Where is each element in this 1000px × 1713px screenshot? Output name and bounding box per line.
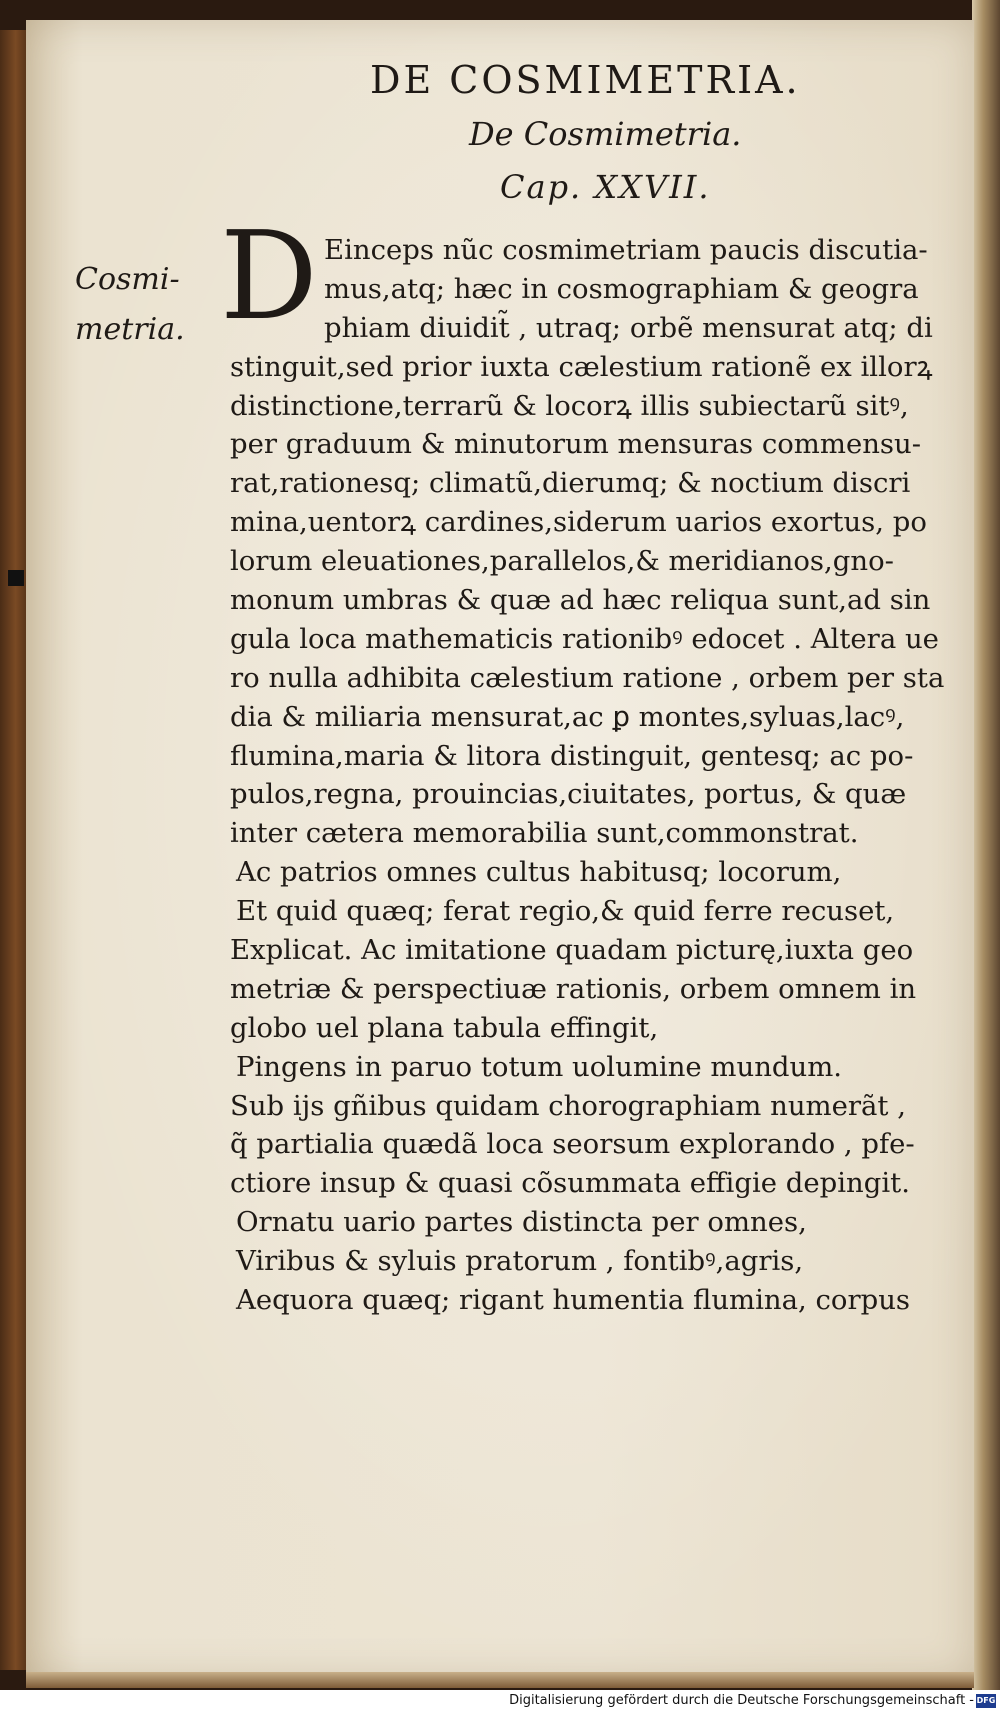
text-line: distinctione,terrarũ & locorꝝ illis subiectarũ sitꝰ, bbox=[230, 389, 909, 422]
text-line: rat,rationesq; climatũ,dierumq; & noctium discri bbox=[230, 467, 911, 500]
body-text bbox=[230, 231, 970, 1320]
text-line: ctiore insup & quasi cõsummata effigie depingit. bbox=[230, 1167, 910, 1200]
verse-line: Pingens in paruo totum uolumine mundum. bbox=[236, 1050, 843, 1083]
text-line: gula loca mathematicis rationibꝰ edocet . Altera ue bbox=[230, 622, 939, 655]
chapter-title: De Cosmimetria. bbox=[469, 115, 742, 153]
text-line: per graduum & minutorum mensuras commensu- bbox=[230, 428, 922, 461]
text-line: mina,uentorꝝ cardines,siderum uarios exortus, po bbox=[230, 506, 927, 539]
running-head: DE COSMIMETRIA. bbox=[370, 58, 801, 102]
text-line: lorum eleuationes,parallelos,& meridianos,gno- bbox=[230, 545, 894, 578]
footer-bar bbox=[0, 1690, 1000, 1713]
text-line: inter cætera memorabilia sunt,commonstrat. bbox=[230, 817, 859, 850]
page-bottom-edge bbox=[26, 1672, 974, 1688]
text-line: Sub ijs gñibus quidam chorographiam numerãt , bbox=[230, 1089, 906, 1122]
margin-note bbox=[75, 255, 195, 355]
verse-line: Et quid quæq; ferat regio,& quid ferre recuset, bbox=[236, 895, 895, 928]
text-line: dia & miliaria mensurat,ac ꝑ montes,syluas,lacꝰ, bbox=[230, 700, 905, 733]
text-line: Einceps nũc cosmimetriam paucis discutia- bbox=[324, 234, 928, 266]
footer-credit: Digitalisierung gefördert durch die Deutsche Forschungsgemeinschaft - bbox=[509, 1693, 974, 1708]
margin-note-line: metria. bbox=[75, 312, 185, 347]
verse-line: Ornatu uario partes distincta per omnes, bbox=[236, 1206, 807, 1239]
text-line: phiam diuidit̃ , utraq; orbẽ mensurat atq; di bbox=[324, 311, 933, 344]
text-line: pulos,regna, prouincias,ciuitates, portus, & quæ bbox=[230, 778, 907, 811]
text-line: globo uel plana tabula effingit, bbox=[230, 1011, 659, 1044]
chapter-number: Cap. XXVII. bbox=[500, 168, 711, 206]
text-line: metriæ & perspectiuæ rationis, orbem omnem in bbox=[230, 972, 917, 1005]
text-line: flumina,maria & litora distinguit, gentesq; ac po- bbox=[230, 739, 914, 772]
dfg-logo: DFG bbox=[976, 1694, 996, 1708]
verse-line: Viribus & syluis pratorum , fontibꝰ,agris, bbox=[236, 1245, 804, 1278]
text-line: ro nulla adhibita cælestium ratione , orbem per sta bbox=[230, 661, 945, 694]
text-line: Explicat. Ac imitatione quadam picturę,iuxta geo bbox=[230, 934, 914, 967]
book-spine-strip bbox=[0, 30, 26, 1670]
text-line: mus,atq; hæc in cosmographiam & geogra bbox=[324, 272, 919, 305]
text-line: q̃ partialia quædã loca seorsum explorando , pfe- bbox=[230, 1128, 915, 1161]
verse-line: Aequora quæq; rigant humentia flumina, corpus bbox=[236, 1284, 911, 1317]
text-line: stinguit,sed prior iuxta cælestium rationẽ ex illorꝝ bbox=[230, 350, 933, 383]
margin-note-line: Cosmi- bbox=[75, 262, 180, 297]
page-edge-right bbox=[972, 0, 1000, 1690]
spine-mark bbox=[8, 570, 24, 586]
verse-line: Ac patrios omnes cultus habitusq; locorum, bbox=[236, 856, 842, 889]
text-line: monum umbras & quæ ad hæc reliqua sunt,ad sin bbox=[230, 584, 931, 617]
book-page bbox=[26, 20, 974, 1680]
drop-cap: D bbox=[220, 205, 318, 347]
